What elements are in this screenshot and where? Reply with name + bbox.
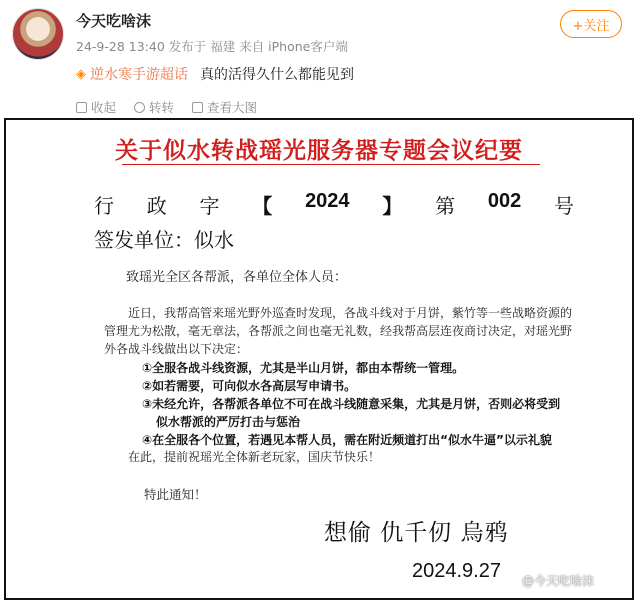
decision-item-3-cont: 似水帮派的严厉打击与惩治 — [156, 415, 301, 429]
super-topic-icon: ◈ — [76, 66, 86, 82]
body-paragraph: 近日，我帮高管来瑶光野外巡查时发现，各战斗线对于月饼，紫竹等一些战略资源的管理尤为松散，毫无章法，各帮派之间也毫无礼数，经我帮高层连夜商讨决定，对瑶光野外各战斗线做出以下决定： — [104, 306, 573, 356]
rotate-button[interactable] — [134, 98, 174, 116]
document-number-row — [94, 190, 574, 219]
doc-char-1: 行 — [94, 194, 114, 218]
rotate-label: 转转 — [149, 100, 175, 115]
rotate-icon — [134, 102, 145, 113]
notice: 特此通知！ — [144, 487, 207, 502]
document-title: 关于似水转战瑶光服务器专题会议纪要 — [115, 137, 523, 164]
decision-item-2: ②如若需要，可向似水各高层写申请书。 — [142, 379, 357, 393]
username[interactable]: 今天吃啥沫 — [76, 12, 152, 30]
view-large-button[interactable] — [192, 98, 257, 116]
collapse-label: 收起 — [91, 100, 117, 115]
doc-bracket-close: 】 — [382, 196, 403, 218]
decision-item-1: ①全服各战斗线资源，尤其是半山月饼，都由本帮统一管理。 — [142, 361, 465, 375]
signers: 想偷 仇千仞 烏鸦 — [324, 520, 509, 546]
issuer: 签发单位：似水 — [94, 228, 234, 252]
document-date: 2024.9.27 — [412, 560, 501, 582]
doc-number: 002 — [487, 190, 522, 212]
doc-hao: 号 — [554, 194, 574, 218]
doc-char-3: 字 — [199, 194, 220, 218]
topic-row — [76, 64, 354, 84]
document-image[interactable] — [4, 118, 634, 600]
doc-bracket-open: 【 — [252, 196, 273, 218]
doc-char-2: 政 — [146, 194, 167, 218]
watermark: @今天吃啥沫 — [522, 574, 595, 588]
title-underline — [122, 164, 540, 165]
decision-item-4: ④在全服各个位置，若遇见本帮人员，需在附近频道打出“似水牛逼”以示礼貌 — [142, 433, 552, 447]
follow-button[interactable]: +关注 — [560, 10, 622, 38]
avatar[interactable] — [12, 8, 64, 60]
addressee: 致瑶光全区各帮派，各单位全体人员： — [126, 270, 348, 285]
view-large-label: 查看大图 — [207, 100, 258, 115]
doc-di: 第 — [435, 194, 456, 218]
doc-year: 2024 — [305, 190, 350, 212]
decision-item-3: ③未经允许，各帮派各单位不可在战斗线随意采集，尤其是月饼，否则必将受到 — [142, 397, 561, 411]
collapse-icon — [76, 102, 87, 113]
super-topic-link[interactable]: 逆水寒手游超话 — [90, 67, 188, 83]
view-large-icon — [192, 102, 203, 113]
closing-line: 在此，提前祝瑶光全体新老玩家，国庆节快乐！ — [128, 450, 381, 464]
image-toolbar — [76, 98, 257, 116]
collapse-button[interactable] — [76, 98, 116, 116]
post-meta: 24-9-28 13:40 发布于 福建 来自 iPhone客户端 — [76, 39, 348, 54]
post-text: 真的活得久什么都能见到 — [200, 67, 354, 83]
